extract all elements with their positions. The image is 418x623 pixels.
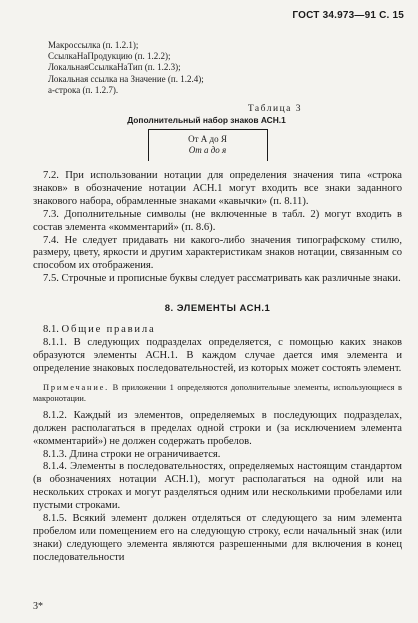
table-caption: Таблица 3 bbox=[247, 104, 302, 115]
note bbox=[33, 382, 402, 404]
paragraph-8-1-1: 8.1.1. В следующих подразделах определяется, с помощью каких знаков образуются элементы АСН.1. В каждом случае дается имя элемента и определение знаковых последовательностей, из которых может состоять элемент. bbox=[33, 337, 402, 374]
list-item: Локальная ссылка на Значение (п. 1.2.4); bbox=[48, 73, 204, 84]
page-footer-mark: 3* bbox=[33, 601, 43, 612]
paragraph-8-1-3: 8.1.3. Длина строки не ограничивается. bbox=[43, 448, 221, 460]
paragraph-7-2: 7.2. При использовании нотации для определения значения типа «строка знаков» в обозначение нотации АСН.1 могут входить все знаки заданного знакового набора, обрамленные знаками «кавычки» (п. 8.11). bbox=[33, 170, 402, 207]
subsection-number: 8.1. bbox=[43, 324, 59, 336]
list-item: Макроссылка (п. 1.2.1); bbox=[48, 40, 139, 50]
list-item: СсылкаНаПродукцию (п. 1.2.2); bbox=[48, 51, 171, 62]
subsection-heading bbox=[33, 324, 402, 337]
subsection-title: Общие правила bbox=[61, 324, 156, 336]
table-3 bbox=[148, 129, 268, 161]
paragraph-7-4: 7.4. Не следует придавать ни какого-либо значения типографскому стилю, размеру, цвету, яркости и другим характеристикам знаков нотации, связанным со способом их отображения. bbox=[33, 234, 402, 272]
page-header: ГОСТ 34.973—91 С. 15 bbox=[292, 10, 404, 21]
paragraph-7-3: 7.3. Дополнительные символы (не включенные в табл. 2) могут входить в состав элемента «комментарий» (п. 8.6). bbox=[33, 208, 402, 233]
paragraph-8-1-4: 8.1.4. Элементы в последовательностях, определяемых настоящим стандартом (в обозначениях нотации АСН.1), могут располагаться на одной или на нескольких строках и могут разделяться одним или несколькими пробелами или пустыми строками. bbox=[33, 461, 402, 512]
list-item: ЛокальнаяСсылкаНаТип (п. 1.2.3); bbox=[48, 62, 181, 73]
page-content bbox=[33, 40, 402, 565]
paragraph-7-5: 7.5. Строчные и прописные буквы следует рассматривать как различные знаки. bbox=[43, 273, 401, 285]
section-title: 8. ЭЛЕМЕНТЫ АСН.1 bbox=[164, 303, 271, 315]
note-label: Примечание. bbox=[43, 382, 110, 392]
paragraph-8-1-5: 8.1.5. Всякий элемент должен отделяться от следующего за ним элемента пробелом или помещением его на следующую строку, если начальный знак (или знаки) следующего элемента являются разрешенными для включения в конец последовательности bbox=[33, 513, 402, 563]
paragraph-8-1-2: 8.1.2. Каждый из элементов, определяемых в последующих подразделах, должен располагаться в пределах одной строки и (за исключением элемента «комментарий») не должен содержать пробелов. bbox=[33, 409, 402, 447]
table-row: От А до Я bbox=[188, 134, 227, 145]
note-text: В приложении 1 определяются дополнительные элементы, использующиеся в макронотации. bbox=[33, 382, 402, 403]
list-item: а-строка (п. 1.2.7). bbox=[48, 84, 119, 95]
table-title: Дополнительный набор знаков АСН.1 bbox=[127, 115, 286, 126]
intro-list bbox=[48, 40, 402, 96]
table-row: От а до я bbox=[188, 145, 227, 156]
